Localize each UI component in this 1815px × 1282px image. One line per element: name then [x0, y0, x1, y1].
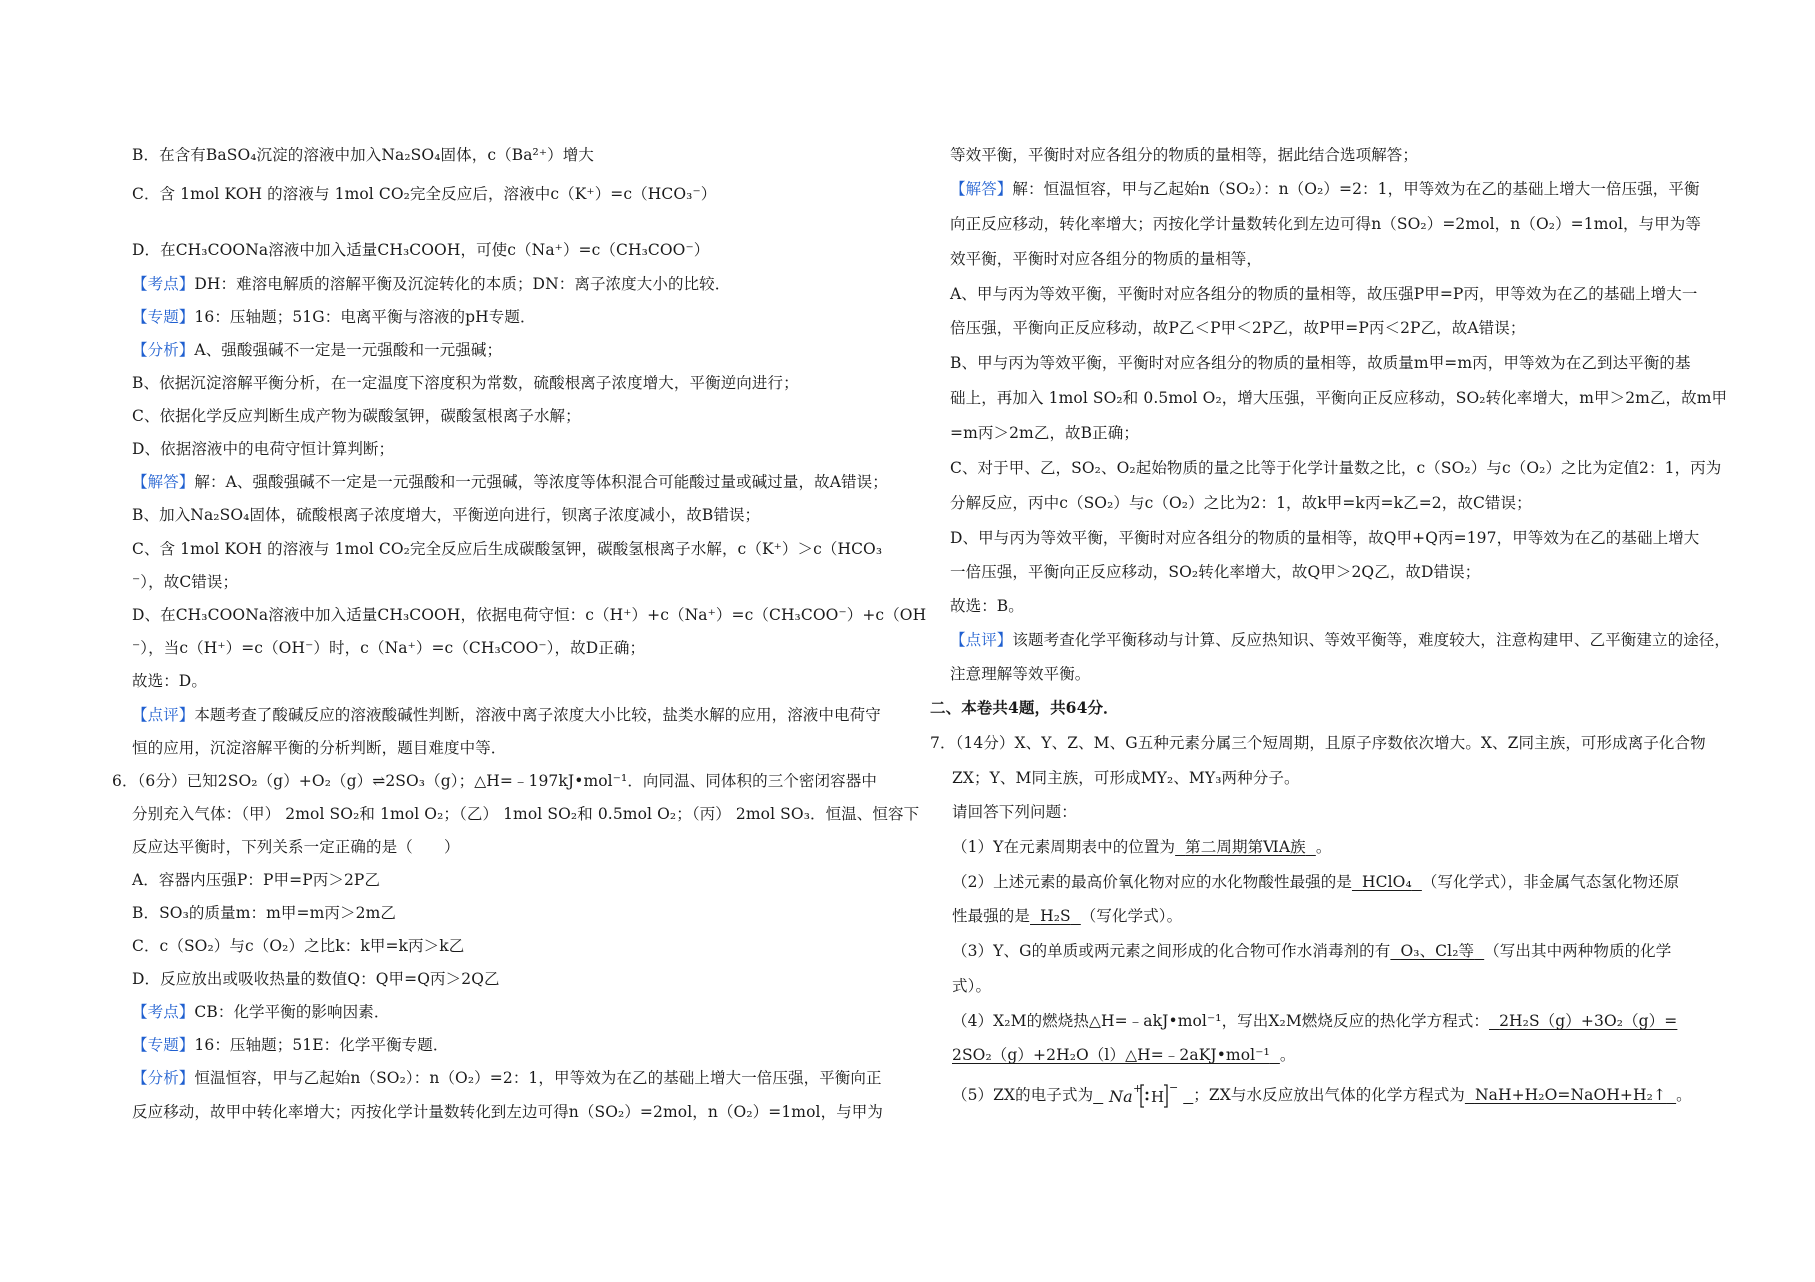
right-line: [950, 249, 1262, 269]
section-tag: 【解答】: [950, 180, 1013, 198]
left-line: [132, 274, 730, 294]
left-line: [132, 340, 502, 360]
left-line: [132, 1002, 389, 1022]
q7-part3-text: （3）Y、G的单质或两元素之间形成的化合物可作水消毒剂的有: [952, 942, 1391, 960]
q7-part5-answer1: [1093, 1081, 1193, 1106]
q7-part2b-answer: [1030, 907, 1081, 925]
left-line: [132, 837, 460, 857]
left-line-text: A．容器内压强P：P甲=P丙＞2P乙: [132, 871, 381, 889]
section-tag: 【解答】: [132, 473, 195, 491]
left-line-text: 恒的应用，沉淀溶解平衡的分析判断，题目难度中等．: [132, 739, 507, 757]
section-tag: 【专题】: [132, 308, 195, 326]
left-line-text: D、在CH₃COONa溶液中加入适量CH₃COOH，依据电荷守恒：c（H⁺）+c（Na⁺）=c（CH₃COO⁻）+c（OH: [132, 606, 927, 624]
right-line: [950, 562, 1480, 582]
left-line: [132, 539, 882, 559]
right-line-text: =m丙＞2m乙，故B正确；: [950, 424, 1139, 442]
right-line: [950, 179, 1700, 199]
right-line-text: 效平衡，平衡时对应各组分的物质的量相等，: [950, 250, 1263, 268]
left-line-text: A、强酸强碱不一定是一元强酸和一元强碱；: [194, 341, 503, 359]
left-line: [132, 638, 645, 658]
right-line: [950, 353, 1691, 373]
left-line: [132, 373, 799, 393]
q7-part1-answer-text: 第二周期第ⅥA族: [1185, 838, 1306, 856]
left-line-text: 6．（6分）已知2SO₂（g）+O₂（g）⇌2SO₃（g）；△H=﹣197kJ•mol⁻¹．向同温、同体积的三个密闭容器中: [112, 772, 877, 790]
right-line: [950, 214, 1701, 234]
left-line-text: 恒温恒容，甲与乙起始n（SO₂）：n（O₂）=2：1，甲等效为在乙的基础上增大一倍压强，平衡向正: [194, 1069, 882, 1087]
right-line-text: 分解反应，丙中c（SO₂）与c（O₂）之比为2：1，故k甲=k丙=k乙=2，故C错误；: [950, 494, 1532, 512]
left-line-text: 16：压轴题；51E：化学平衡专题．: [194, 1036, 449, 1054]
right-line: [950, 596, 1024, 616]
left-line: [132, 605, 926, 625]
right-line: [950, 528, 1699, 548]
right-line: [950, 318, 1525, 338]
left-line: [132, 1068, 882, 1088]
q7-part5: [952, 1080, 1692, 1111]
section-tag: 【考点】: [132, 275, 195, 293]
left-line-text: 反应达平衡时，下列关系一定正确的是（ ）: [132, 838, 460, 856]
q7-part2b-tail: （写化学式）。: [1080, 907, 1183, 925]
q7-part5-mid: ；ZX与水反应放出气体的化学方程式为: [1193, 1086, 1465, 1104]
right-line-text: 注意理解等效平衡。: [950, 665, 1091, 683]
left-line-text: 分别充入气体：（甲） 2mol SO₂和 1mol O₂；（乙） 1mol SO₂和 0.5mol O₂；（丙） 2mol SO₃．恒温、恒容下: [132, 805, 920, 823]
right-line: [950, 388, 1727, 408]
left-line-text: D．在CH₃COONa溶液中加入适量CH₃COOH，可使c（Na⁺）=c（CH₃COO⁻）: [132, 241, 710, 259]
q7-part1: [952, 837, 1331, 857]
left-line: [132, 936, 464, 956]
q7-part2: [952, 872, 1679, 892]
left-line: [132, 1102, 883, 1122]
left-line: [132, 505, 760, 525]
section-tag: 【点评】: [132, 706, 195, 724]
left-line: [132, 240, 709, 260]
left-line: [132, 903, 396, 923]
left-line-text: DH：难溶电解质的溶解平衡及沉淀转化的本质；DN：离子浓度大小的比较．: [194, 275, 731, 293]
q7-part2b-text: 性最强的是: [952, 907, 1031, 925]
left-line: [132, 184, 716, 204]
section-tag: 【点评】: [950, 631, 1013, 649]
q7-part5-answer2-text: NaH+H₂O=NaOH+H₂↑: [1474, 1086, 1667, 1104]
right-line-text: B、甲与丙为等效平衡，平衡时对应各组分的物质的量相等，故质量m甲=m丙，甲等效为在乙到达平衡的基: [950, 354, 1691, 372]
na-charge: +: [1133, 1082, 1143, 1095]
left-line-text: CB：化学平衡的影响因素．: [194, 1003, 390, 1021]
left-line-text: 解：A、强酸强碱不一定是一元强酸和一元强碱，等浓度等体积混合可能酸过量或碱过量，故A错误；: [194, 473, 888, 491]
q7-part3-tail: （写出其中两种物质的化学: [1484, 942, 1672, 960]
h-charge: −: [1169, 1081, 1179, 1094]
left-line: [132, 472, 888, 492]
q7-part4-answer2-text: 2SO₂（g）+2H₂O（l）△H=﹣2aKJ•mol⁻¹: [952, 1046, 1270, 1064]
left-line-text: C．含 1mol KOH 的溶液与 1mol CO₂完全反应后，溶液中c（K⁺）=c（HCO₃⁻）: [132, 185, 717, 203]
q7-part4-answer-line2: [952, 1046, 1280, 1064]
left-line: [132, 439, 394, 459]
left-line: [132, 738, 506, 758]
left-line: [132, 1035, 448, 1055]
right-line-text: 该题考查化学平衡移动与计算、反应热知识、等效平衡等，难度较大，注意构建甲、乙平衡建立的途径，: [1012, 631, 1731, 649]
left-line: [132, 145, 594, 165]
section-tag: 【考点】: [132, 1003, 195, 1021]
section-tag: 【分析】: [132, 341, 195, 359]
q7-part2-answer-text: HClO₄: [1362, 873, 1412, 891]
section-heading: 二、本卷共4题，共64分．: [930, 698, 1119, 717]
right-line: [950, 630, 1730, 650]
q7-part5-answer2: [1465, 1086, 1676, 1104]
left-line-text: 故选：D。: [132, 672, 207, 690]
left-line: [132, 671, 207, 691]
q7-stem-line2: ZX；Y、M同主族，可形成MY₂、MY₃两种分子。: [952, 769, 1300, 787]
right-line-text: 倍压强，平衡向正反应移动，故P乙＜P甲＜2P乙，故P甲=P丙＜2P乙，故A错误；: [950, 319, 1526, 337]
left-line: [132, 572, 238, 592]
right-line: [950, 284, 1697, 304]
left-line: [132, 969, 500, 989]
left-line-text: B．SO₃的质量m：m甲=m丙＞2m乙: [132, 904, 396, 922]
q7-part1-text: （1）Y在元素周期表中的位置为: [952, 838, 1176, 856]
left-line: [132, 804, 919, 824]
left-line-text: ⁻），当c（H⁺）=c（OH⁻）时，c（Na⁺）=c（CH₃COO⁻），故D正确；: [132, 639, 646, 657]
h-symbol: H: [1151, 1088, 1165, 1106]
q7-part4: [952, 1011, 1677, 1031]
q7-part4b: [952, 1045, 1295, 1065]
section-tag: 【专题】: [132, 1036, 195, 1054]
left-line-text: C、含 1mol KOH 的溶液与 1mol CO₂完全反应后生成碳酸氢钾，碳酸氢根离子水解，c（K⁺）＞c（HCO₃: [132, 540, 883, 558]
left-line: [132, 307, 536, 327]
left-line-text: D．反应放出或吸收热量的数值Q：Q甲=Q丙＞2Q乙: [132, 970, 500, 988]
q7-part2b-answer-text: H₂S: [1040, 907, 1071, 925]
q7-part1-end: 。: [1315, 838, 1332, 856]
q7-part4-answer-line1: [1489, 1012, 1677, 1030]
q7-part2-tail: （写化学式），非金属气态氢化物还原: [1421, 873, 1680, 891]
right-line-text: C、对于甲、乙，SO₂、O₂起始物质的量之比等于化学计量数之比，c（SO₂）与c（O₂）之比为定值2：1，丙为: [950, 459, 1722, 477]
q7-prompt: 请回答下列问题：: [952, 803, 1077, 821]
q7-part3-answer: [1390, 942, 1484, 960]
right-line-text: 故选：B。: [950, 597, 1024, 615]
right-line: [950, 493, 1532, 513]
left-line-text: B、依据沉淀溶解平衡分析，在一定温度下溶度积为常数，硫酸根离子浓度增大，平衡逆向进行；: [132, 374, 799, 392]
q7-part2-answer: [1352, 873, 1422, 891]
right-line-text: 础上，再加入 1mol SO₂和 0.5mol O₂，增大压强，平衡向正反应移动，SO₂转化率增大，m甲＞2m乙，故m甲: [950, 389, 1728, 407]
right-line-text: 解：恒温恒容，甲与乙起始n（SO₂）：n（O₂）=2：1，甲等效为在乙的基础上增大一倍压强，平衡: [1012, 180, 1700, 198]
q7-part2b: [952, 906, 1182, 926]
left-line-text: 本题考查了酸碱反应的溶液酸碱性判断，溶液中离子浓度大小比较，盐类水解的应用，溶液中电荷守: [194, 706, 881, 724]
q7-part3b: 式）。: [952, 977, 992, 995]
left-line-text: 反应移动，故甲中转化率增大；丙按化学计量数转化到左边可得n（SO₂）=2mol，n（O₂）=1mol，与甲为: [132, 1103, 883, 1121]
q7-part2-text: （2）上述元素的最高价氧化物对应的水化物酸性最强的是: [952, 873, 1352, 891]
left-line-text: B．在含有BaSO₄沉淀的溶液中加入Na₂SO₄固体，c（Ba²⁺）增大: [132, 146, 594, 164]
left-line-text: B、加入Na₂SO₄固体，硫酸根离子浓度增大，平衡逆向进行，钡离子浓度减小，故B错误；: [132, 506, 761, 524]
q7-part1-answer: [1175, 838, 1316, 856]
left-line: [132, 406, 581, 426]
right-line-text: A、甲与丙为等效平衡，平衡时对应各组分的物质的量相等，故压强P甲=P丙，甲等效为在乙的基础上增大一: [950, 285, 1698, 303]
left-line: [132, 870, 380, 890]
left-line-text: ⁻），故C错误；: [132, 573, 239, 591]
right-line-text: 向正反应移动，转化率增大；丙按化学计量数转化到左边可得n（SO₂）=2mol，n（O₂）=1mol，与甲为等: [950, 215, 1701, 233]
q7-part4-answer1-text: 2H₂S（g）+3O₂（g）=: [1499, 1012, 1678, 1030]
electron-formula-nah: [1107, 1081, 1179, 1111]
q7-part5-end: 。: [1676, 1086, 1692, 1104]
left-line-text: D、依据溶液中的电荷守恒计算判断；: [132, 440, 395, 458]
left-line-text: C、依据化学反应判断生成产物为碳酸氢钾，碳酸氢根离子水解；: [132, 407, 581, 425]
section-tag: 【分析】: [132, 1069, 195, 1087]
q7-stem-line1: 7．（14分）X、Y、Z、M、G五种元素分属三个短周期，且原子序数依次增大。X、Z同主族，可形成离子化合物: [930, 734, 1706, 752]
right-line: [950, 458, 1721, 478]
right-line: [950, 423, 1139, 443]
q7-part5-text: （5）ZX的电子式为: [952, 1086, 1094, 1104]
q7-part4-end: 。: [1279, 1046, 1296, 1064]
right-line-text: 等效平衡，平衡时对应各组分的物质的量相等，据此结合选项解答；: [950, 146, 1419, 164]
na-symbol: Na: [1109, 1087, 1133, 1106]
left-line: [112, 771, 877, 791]
left-line: [132, 705, 881, 725]
right-line: [950, 145, 1418, 165]
right-line-text: D、甲与丙为等效平衡，平衡时对应各组分的物质的量相等，故Q甲+Q丙=197，甲等效为在乙的基础上增大: [950, 529, 1700, 547]
right-line-text: 一倍压强，平衡向正反应移动，SO₂转化率增大，故Q甲＞2Q乙，故D错误；: [950, 563, 1481, 581]
q7-part3: [952, 941, 1671, 961]
right-line: [950, 664, 1090, 684]
q7-part4-text: （4）X₂M的燃烧热△H=﹣akJ•mol⁻¹，写出X₂M燃烧反应的热化学方程式：: [952, 1012, 1489, 1030]
left-line-text: C．c（SO₂）与c（O₂）之比k：k甲=k丙＞k乙: [132, 937, 465, 955]
left-line-text: 16：压轴题；51G：电离平衡与溶液的pH专题．: [194, 308, 536, 326]
q7-part3-answer-text: O₃、Cl₂等: [1400, 942, 1475, 960]
